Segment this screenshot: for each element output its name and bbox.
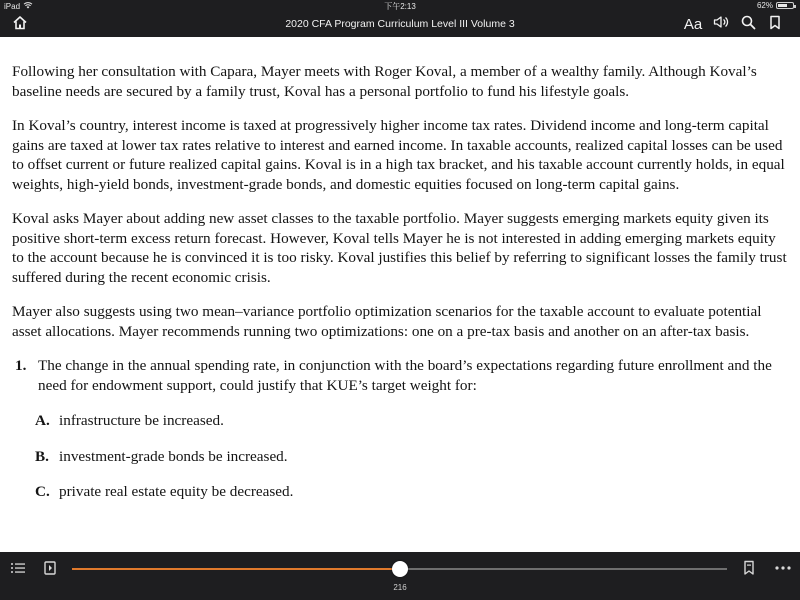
paragraph: Koval asks Mayer about adding new asset classes to the taxable portfolio. Mayer suggests emerging markets equity given its positive short-term excess return forecast. However, Koval tells Mayer he is not interested in adding emerging markets equity to the account because he is convinced it is too risky. Koval justifies this belief by referring to significant losses the family trust suffered during the recent economic crisis.: [12, 210, 787, 286]
answer-option-a: [35, 411, 788, 431]
table-of-contents-button[interactable]: [10, 561, 26, 575]
search-icon: [741, 15, 756, 35]
bookmark-list-icon: [742, 563, 756, 580]
font-size-button[interactable]: Aa: [683, 16, 703, 33]
answer-option-c: [35, 482, 788, 502]
table-of-contents-icon: [10, 562, 26, 579]
bookmark-button[interactable]: [764, 12, 786, 37]
read-aloud-button[interactable]: [710, 12, 732, 37]
slider-thumb[interactable]: [392, 561, 408, 577]
paragraph: In Koval’s country, interest income is taxed at progressively higher income tax rates. Dividend income and long-term capital gains are taxed at lower tax rates relative to interest and earned income. In taxable accounts, realized capital losses can be used to offset current or future realized capital gains. Koval is in a high tax bracket, and his taxable account currently holds, in equal weights, high-yield bonds, investment-grade bonds, and domestic equities focused on long-term capital gains.: [12, 117, 785, 193]
option-letter: C.: [35, 483, 50, 500]
question-text: The change in the annual spending rate, in conjunction with the board’s expectations regarding future enrollment and the need for endowment support, could justify that KUE’s target weight for:: [38, 357, 772, 394]
battery-icon: [776, 2, 794, 9]
exit-reading-icon: [42, 563, 58, 580]
speaker-icon: [713, 15, 729, 34]
question-number: 1.: [15, 357, 27, 374]
reader-bottom-bar: [0, 552, 800, 600]
page-number: 216: [393, 583, 407, 592]
bookmark-icon: [769, 15, 781, 35]
option-text: infrastructure be increased.: [59, 412, 224, 429]
page-progress-slider[interactable]: [72, 568, 727, 570]
question: [12, 356, 788, 395]
option-letter: A.: [35, 412, 50, 429]
search-button[interactable]: [737, 12, 759, 37]
battery-percent: 62%: [756, 1, 773, 10]
bookmark-list-button[interactable]: [742, 560, 756, 576]
reader-nav-bar: [0, 12, 800, 37]
reading-content: [12, 62, 788, 502]
exit-reading-button[interactable]: [42, 560, 58, 576]
option-text: investment-grade bonds be increased.: [59, 447, 288, 465]
option-text: private real estate equity be decreased.: [59, 483, 294, 500]
progress-fill: [72, 568, 400, 570]
status-bar: [0, 0, 800, 12]
status-right: [757, 1, 794, 10]
option-letter: B.: [35, 447, 49, 465]
more-icon: [772, 563, 794, 580]
status-time: 下午2:13: [384, 2, 416, 11]
device-name: iPad: [4, 1, 21, 11]
answer-option-b: [35, 447, 788, 467]
book-title: 2020 CFA Program Curriculum Level III Volume 3: [285, 18, 515, 30]
paragraph: Mayer also suggests using two mean–variance portfolio optimization scenarios for the taxable account to evaluate potential asset allocations. Mayer recommends running two optimizations: one on a pre-tax basis and another on an after-tax basis.: [12, 303, 762, 340]
more-button[interactable]: [772, 560, 794, 576]
paragraph: Following her consultation with Capara, Mayer meets with Roger Koval, a member of a wealthy family. Although Koval’s baseline needs are secured by a family trust, Koval has a personal portfolio to fund his lifestyle goals.: [12, 63, 757, 100]
